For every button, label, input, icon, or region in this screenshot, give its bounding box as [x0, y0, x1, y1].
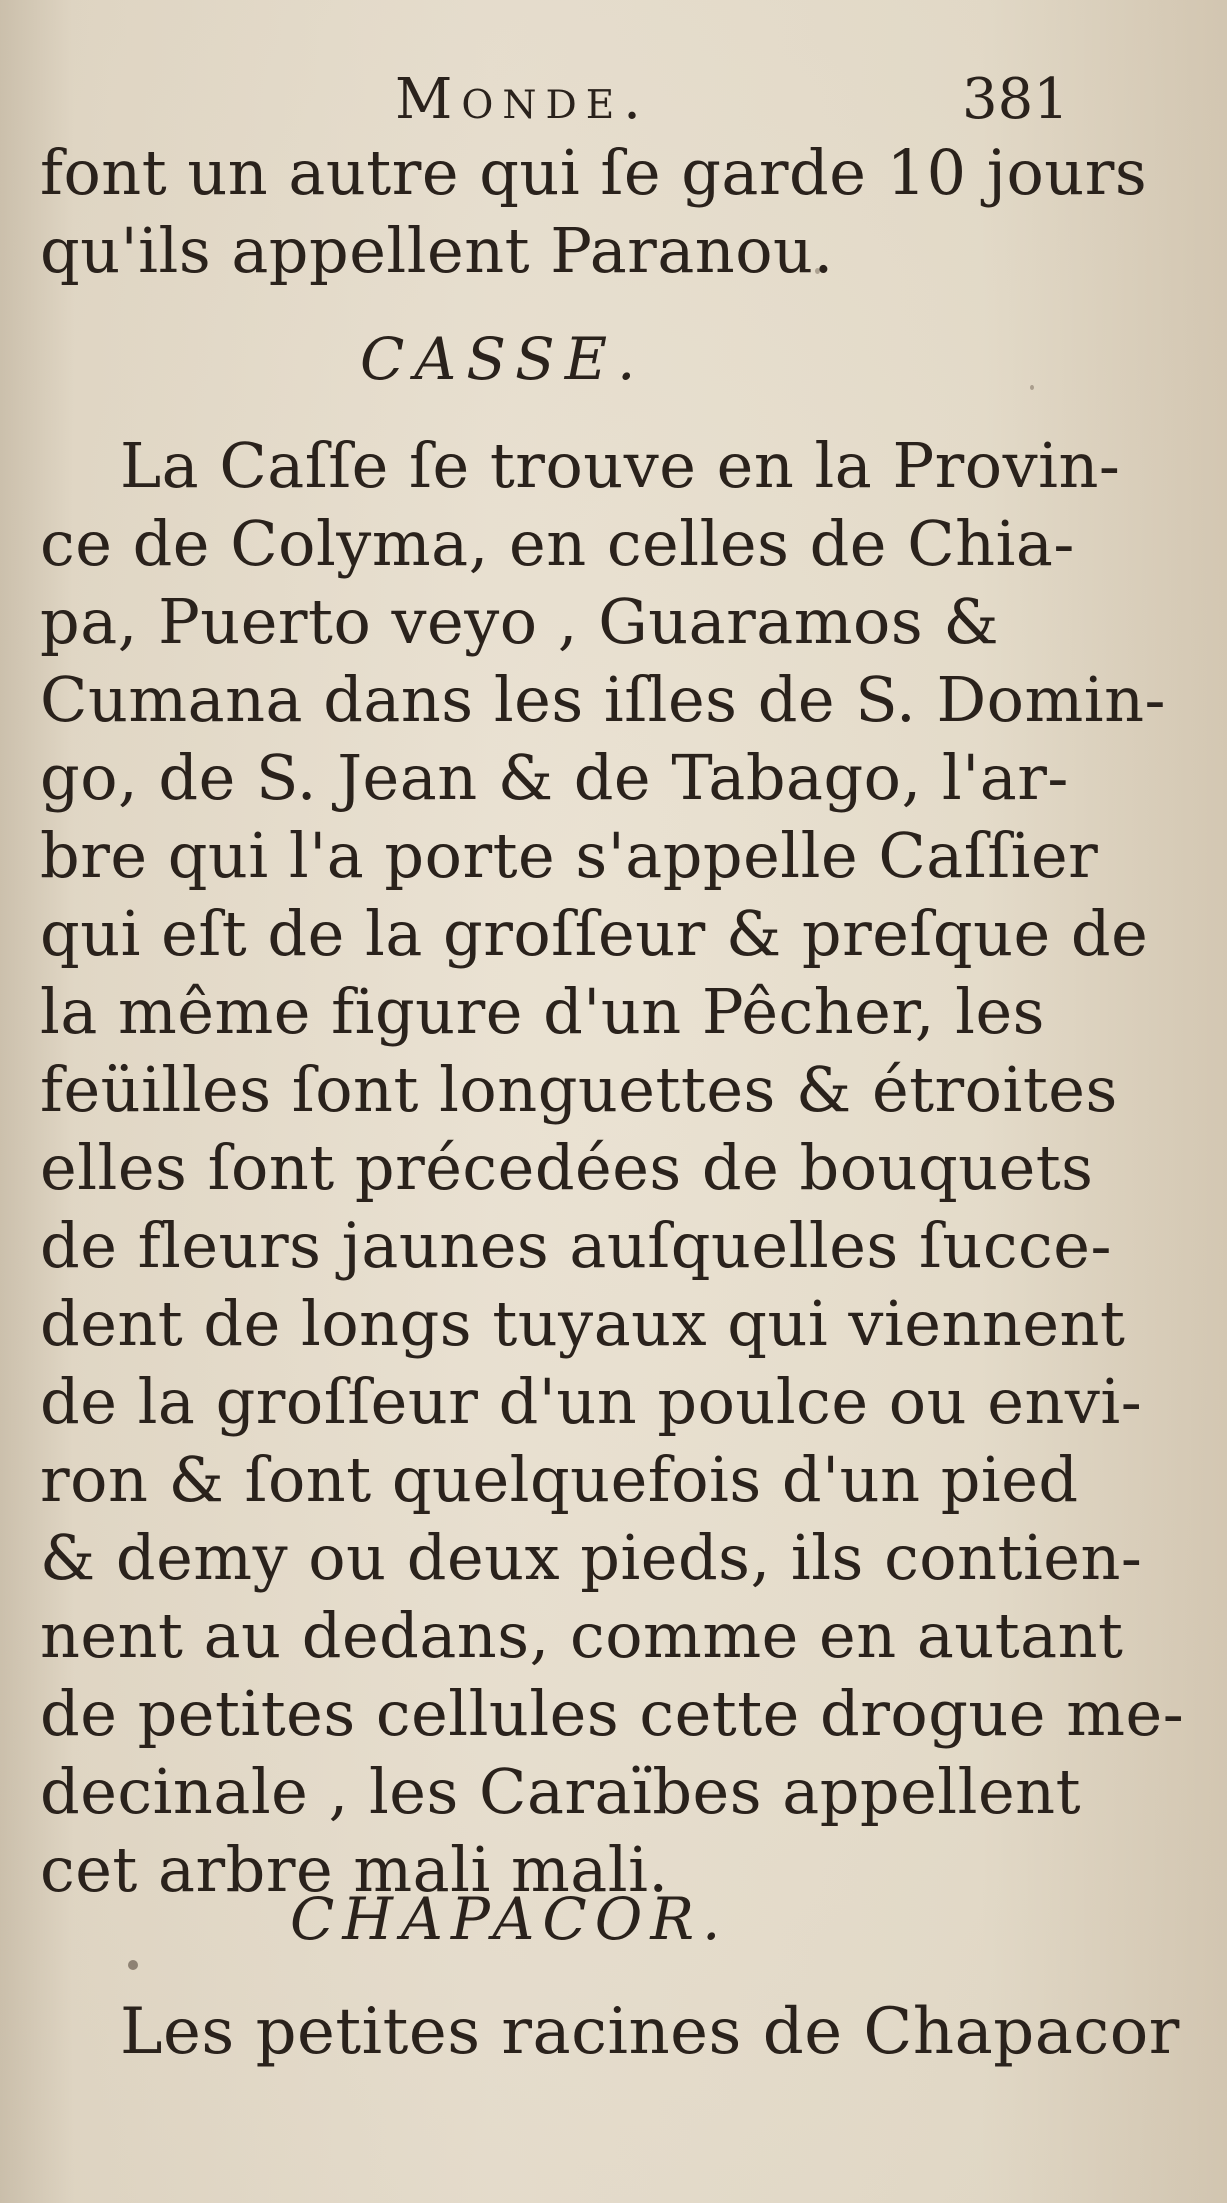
running-title: Monde.: [395, 67, 650, 132]
text-line: qu'ils appellent Paranou.: [40, 214, 834, 287]
text-line: bre qui l'a porte s'appelle Caſſier: [40, 819, 1099, 892]
text-line: de la groſſeur d'un poulce ou envi-: [40, 1365, 1143, 1438]
text-line: & demy ou deux pieds, ils contien-: [40, 1521, 1143, 1594]
text-line: qui eſt de la groſſeur & preſque de: [40, 897, 1149, 970]
text-line: pa, Puerto veyo , Guaramos &: [40, 585, 1000, 658]
section-heading-casse: CASSE.: [360, 325, 646, 393]
text-line: de petites cellules cette drogue me-: [40, 1677, 1185, 1750]
ink-speck: [128, 1960, 138, 1970]
section-heading-chapacor: CHAPACOR.: [290, 1885, 729, 1953]
text-line: Cumana dans les iſles de S. Domin-: [40, 663, 1167, 736]
text-line: la même figure d'un Pêcher, les: [40, 975, 1045, 1048]
text-line: cet arbre mali mali.: [40, 1833, 669, 1906]
text-line: La Caſſe ſe trouve en la Provin-: [120, 429, 1121, 502]
text-line: feüilles ſont longuettes & étroites: [40, 1053, 1118, 1126]
ink-speck: [815, 268, 820, 274]
page-number: 381: [962, 67, 1069, 132]
text-line: dent de longs tuyaux qui viennent: [40, 1287, 1126, 1360]
text-line: nent au dedans, comme en autant: [40, 1599, 1124, 1672]
text-line: de fleurs jaunes auſquelles ſucce-: [40, 1209, 1112, 1282]
text-line: font un autre qui ſe garde 10 jours: [40, 136, 1148, 209]
text-line: ron & ſont quelquefois d'un pied: [40, 1443, 1079, 1516]
text-line: ce de Colyma, en celles de Chia-: [40, 507, 1075, 580]
text-line: decinale , les Caraïbes appellent: [40, 1755, 1081, 1828]
text-line: Les petites racines de Chapacor: [120, 1995, 1180, 2069]
text-line: go, de S. Jean & de Tabago, l'ar-: [40, 741, 1069, 814]
ink-speck: [1030, 385, 1034, 390]
text-line: elles ſont précedées de bouquets: [40, 1131, 1094, 1204]
